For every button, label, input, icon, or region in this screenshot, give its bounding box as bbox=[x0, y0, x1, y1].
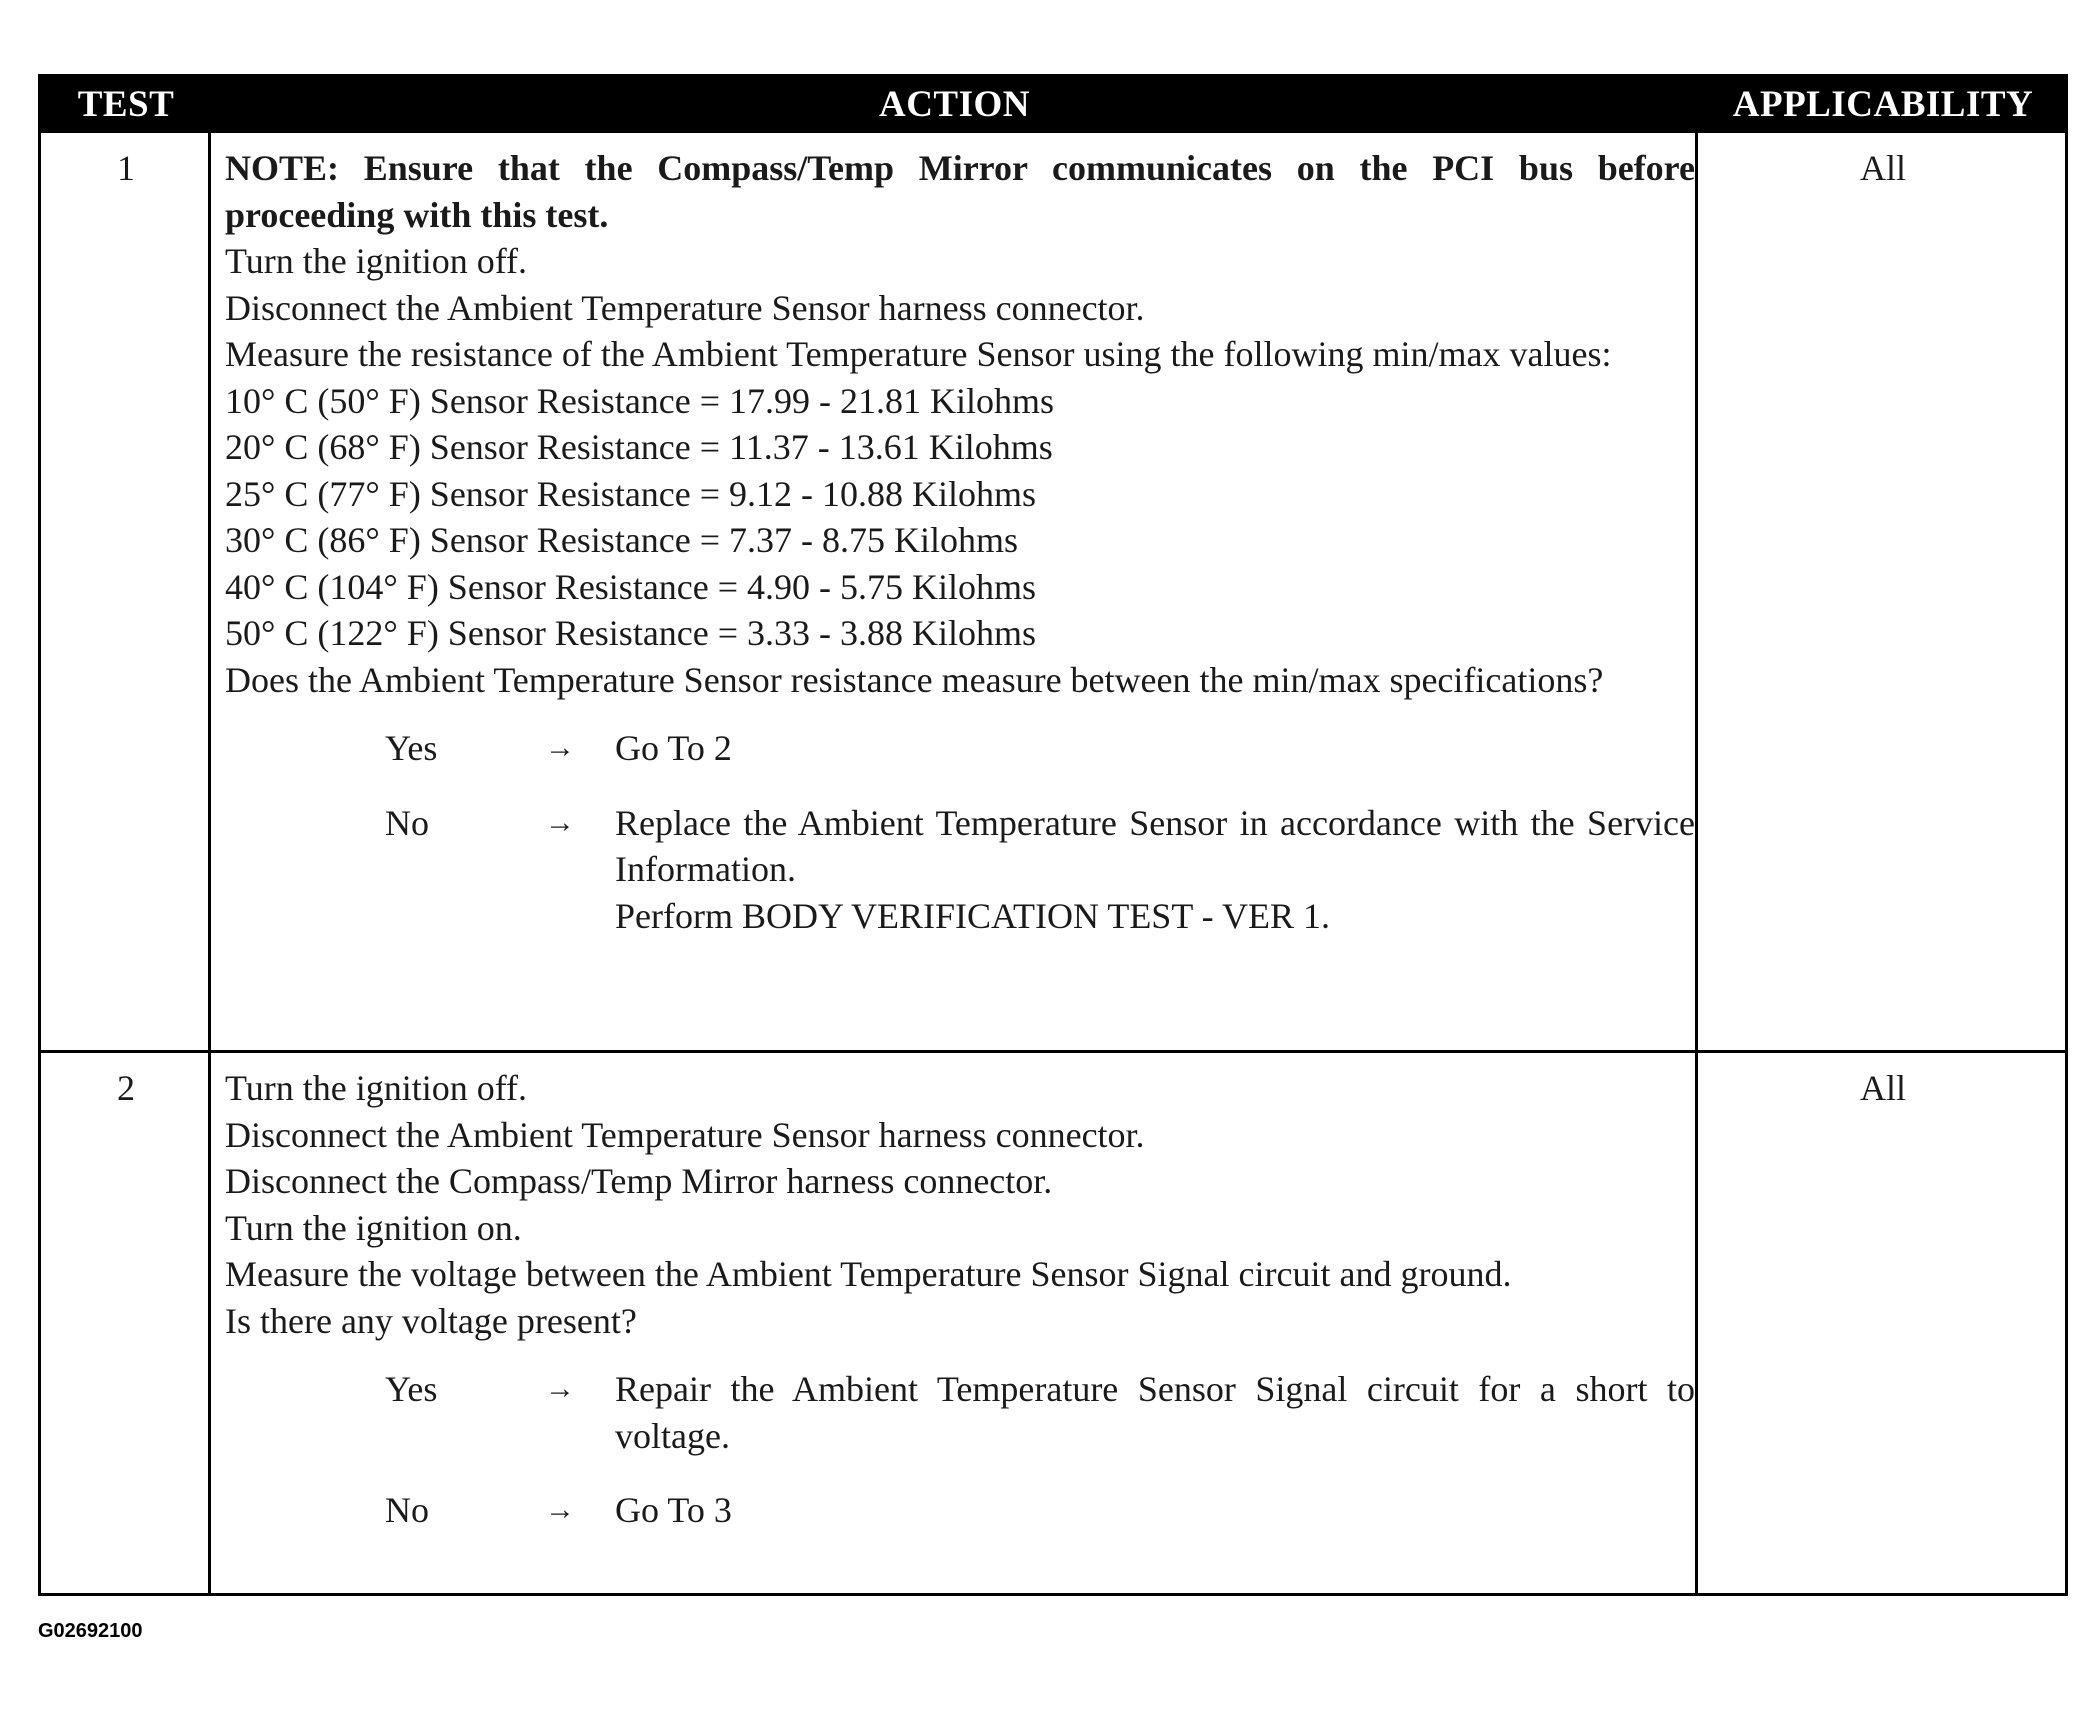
choice-no bbox=[225, 800, 1695, 940]
spec-text: 20° C (68° F) Sensor Resistance = 11.37 - 13.61 Kilohms bbox=[225, 427, 1053, 467]
choice-line: Repair the Ambient Temperature Sensor Signal circuit for a short to voltage. bbox=[615, 1369, 1695, 1456]
choice-line: Go To 2 bbox=[615, 728, 732, 768]
choice-text bbox=[615, 1366, 1695, 1459]
arrow-right-icon: → bbox=[545, 731, 575, 764]
spec-text: 50° C (122° F) Sensor Resistance = 3.33 - 3.88 Kilohms bbox=[225, 613, 1037, 653]
step-text: Disconnect the Compass/Temp Mirror harness connector. bbox=[225, 1161, 1053, 1201]
note-text: NOTE: Ensure that the Compass/Temp Mirror communicates on the PCI bus before proceeding with this test. bbox=[225, 148, 1695, 235]
choice-text bbox=[615, 1487, 1695, 1534]
step-text: Disconnect the Ambient Temperature Sensor harness connector. bbox=[225, 1114, 1145, 1155]
diagnostic-test-table bbox=[38, 74, 2068, 1596]
choices bbox=[225, 725, 1695, 939]
choice-line: Replace the Ambient Temperature Sensor in accordance with the Service Information. bbox=[615, 802, 1695, 889]
test-number: 1 bbox=[117, 148, 135, 188]
choice-yes bbox=[225, 725, 1695, 772]
choices bbox=[225, 1366, 1695, 1534]
applicability-value: All bbox=[1859, 1068, 1906, 1108]
choice-yes bbox=[225, 1366, 1695, 1459]
spec-text: 10° C (50° F) Sensor Resistance = 17.99 - 21.81 Kilohms bbox=[225, 380, 1055, 421]
step-text: Turn the ignition off. bbox=[225, 1068, 528, 1108]
step-text: Turn the ignition on. bbox=[225, 1207, 522, 1248]
step-text: Turn the ignition off. bbox=[225, 241, 528, 281]
choice-label: No bbox=[385, 802, 429, 843]
header-test: TEST bbox=[77, 84, 175, 125]
table-header bbox=[41, 77, 2065, 133]
table-row bbox=[41, 1053, 2065, 1596]
step-text: Measure the resistance of the Ambient Temperature Sensor using the following min/max values: bbox=[225, 334, 1612, 374]
choice-text bbox=[615, 725, 1695, 772]
header-action: ACTION bbox=[878, 84, 1031, 125]
arrow-right-icon: → bbox=[545, 1372, 575, 1405]
choice-line: Perform BODY VERIFICATION TEST - VER 1. bbox=[615, 895, 1331, 936]
spec-text: 40° C (104° F) Sensor Resistance = 4.90 - 5.75 Kilohms bbox=[225, 566, 1037, 607]
choice-label: Yes bbox=[385, 1369, 438, 1409]
header-applicability: APPLICABILITY bbox=[1732, 84, 2034, 125]
choice-line: Go To 3 bbox=[615, 1490, 732, 1530]
table-row bbox=[41, 133, 2065, 1050]
spec-text: 30° C (86° F) Sensor Resistance = 7.37 - 8.75 Kilohms bbox=[225, 520, 1019, 560]
choice-label: Yes bbox=[385, 728, 438, 768]
choice-label: No bbox=[385, 1490, 429, 1530]
choice-text bbox=[615, 800, 1695, 940]
spec-text: 25° C (77° F) Sensor Resistance = 9.12 - 10.88 Kilohms bbox=[225, 473, 1037, 514]
step-text: Measure the voltage between the Ambient Temperature Sensor Signal circuit and ground. bbox=[225, 1254, 1512, 1294]
test-number: 2 bbox=[117, 1068, 135, 1108]
question-text: Is there any voltage present? bbox=[225, 1300, 637, 1341]
action-cell bbox=[225, 1065, 1695, 1534]
figure-id: G02692100 bbox=[38, 1620, 143, 1642]
applicability-value: All bbox=[1859, 148, 1906, 188]
question-text: Does the Ambient Temperature Sensor resistance measure between the min/max specifications? bbox=[225, 659, 1604, 700]
action-cell bbox=[225, 145, 1695, 939]
arrow-right-icon: → bbox=[545, 805, 575, 839]
step-text: Disconnect the Ambient Temperature Sensor harness connector. bbox=[225, 287, 1145, 328]
choice-no bbox=[225, 1487, 1695, 1534]
arrow-right-icon: → bbox=[545, 1493, 575, 1526]
